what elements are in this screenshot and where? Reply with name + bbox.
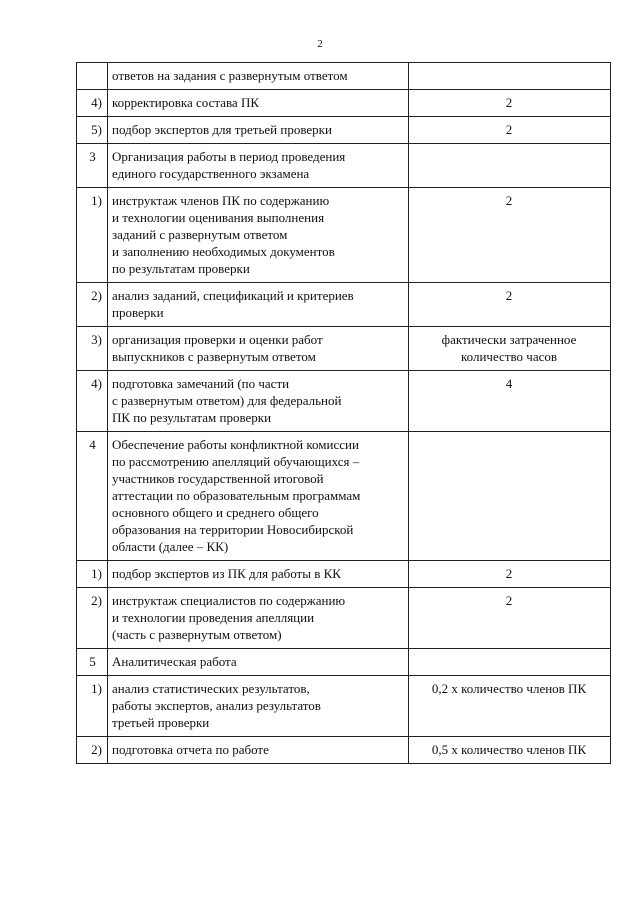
- row-hours: 2: [409, 117, 611, 144]
- work-hours-table: [76, 62, 611, 764]
- row-number: 3): [77, 327, 108, 371]
- description-line: третьей проверки: [112, 715, 210, 730]
- row-description: [108, 649, 409, 676]
- description-line: Обеспечение работы конфликтной комиссии: [112, 437, 359, 452]
- description-line: проверки: [112, 305, 164, 320]
- row-number: 2): [77, 283, 108, 327]
- row-number: 1): [77, 561, 108, 588]
- row-description: [108, 283, 409, 327]
- description-line: и технологии проведения апелляции: [112, 610, 315, 625]
- row-description: [108, 432, 409, 561]
- description-line: образования на территории Новосибирской: [112, 522, 354, 537]
- description-line: анализ статистических результатов,: [112, 681, 310, 696]
- hours-line: количество часов: [460, 349, 558, 364]
- hours-line: фактически затраченное: [441, 332, 577, 347]
- table-row: [77, 144, 611, 188]
- description-line: инструктаж специалистов по содержанию: [112, 593, 346, 608]
- description-line: и заполнению необходимых документов: [112, 244, 335, 259]
- description-line: аттестации по образовательным программам: [112, 488, 361, 503]
- description-line: единого государственного экзамена: [112, 166, 310, 181]
- row-hours: 2: [409, 283, 611, 327]
- row-description: [108, 588, 409, 649]
- table-row: [77, 371, 611, 432]
- description-line: ПК по результатам проверки: [112, 410, 272, 425]
- description-line: корректировка состава ПК: [112, 95, 260, 110]
- table-row: [77, 737, 611, 764]
- description-line: подготовка замечаний (по части: [112, 376, 290, 391]
- row-number: 5: [77, 649, 108, 676]
- description-line: анализ заданий, спецификаций и критериев: [112, 288, 354, 303]
- row-number: 3: [77, 144, 108, 188]
- row-hours: [409, 432, 611, 561]
- row-hours: [409, 63, 611, 90]
- table-row: [77, 283, 611, 327]
- table-row: [77, 649, 611, 676]
- table-row: [77, 561, 611, 588]
- table-row: [77, 117, 611, 144]
- row-description: [108, 90, 409, 117]
- table-row: [77, 327, 611, 371]
- row-description: [108, 144, 409, 188]
- page-number: 2: [317, 38, 323, 50]
- row-number: 4): [77, 90, 108, 117]
- description-line: подготовка отчета по работе: [112, 742, 269, 757]
- table-row: [77, 188, 611, 283]
- row-hours: 2: [409, 90, 611, 117]
- description-line: с развернутым ответом) для федеральной: [112, 393, 342, 408]
- row-description: [108, 371, 409, 432]
- row-description: [108, 676, 409, 737]
- row-number: 1): [77, 676, 108, 737]
- row-hours: 4: [409, 371, 611, 432]
- description-line: Аналитическая работа: [112, 654, 237, 669]
- table-row: [77, 676, 611, 737]
- row-hours: 2: [409, 588, 611, 649]
- row-hours: 0,5 х количество членов ПК: [409, 737, 611, 764]
- row-description: [108, 117, 409, 144]
- row-description: [108, 737, 409, 764]
- description-line: области (далее – КК): [112, 539, 229, 554]
- description-line: и технологии оценивания выполнения: [112, 210, 325, 225]
- row-number: 4): [77, 371, 108, 432]
- row-number: 2): [77, 737, 108, 764]
- description-line: основного общего и среднего общего: [112, 505, 319, 520]
- description-line: по результатам проверки: [112, 261, 250, 276]
- description-line: заданий с развернутым ответом: [112, 227, 288, 242]
- description-line: подбор экспертов для третьей проверки: [112, 122, 332, 137]
- table-row: [77, 588, 611, 649]
- table-body: [77, 63, 611, 764]
- description-line: Организация работы в период проведения: [112, 149, 346, 164]
- row-number: 5): [77, 117, 108, 144]
- row-number: 4: [77, 432, 108, 561]
- description-line: работы экспертов, анализ результатов: [112, 698, 321, 713]
- description-line: (часть с развернутым ответом): [112, 627, 282, 642]
- description-line: выпускников с развернутым ответом: [112, 349, 316, 364]
- table-row: [77, 90, 611, 117]
- table-row: [77, 63, 611, 90]
- row-number: [77, 63, 108, 90]
- row-description: [108, 327, 409, 371]
- row-hours: 2: [409, 188, 611, 283]
- row-hours: 2: [409, 561, 611, 588]
- row-hours: [409, 327, 611, 371]
- description-line: ответов на задания с развернутым ответом: [112, 68, 348, 83]
- row-hours: [409, 649, 611, 676]
- row-number: 2): [77, 588, 108, 649]
- row-hours: [409, 144, 611, 188]
- row-description: [108, 188, 409, 283]
- description-line: организация проверки и оценки работ: [112, 332, 323, 347]
- description-line: участников государственной итоговой: [112, 471, 324, 486]
- row-number: 1): [77, 188, 108, 283]
- description-line: подбор экспертов из ПК для работы в КК: [112, 566, 341, 581]
- row-description: [108, 63, 409, 90]
- description-line: по рассмотрению апелляций обучающихся –: [112, 454, 360, 469]
- row-description: [108, 561, 409, 588]
- description-line: инструктаж членов ПК по содержанию: [112, 193, 330, 208]
- table-row: [77, 432, 611, 561]
- row-hours: 0,2 х количество членов ПК: [409, 676, 611, 737]
